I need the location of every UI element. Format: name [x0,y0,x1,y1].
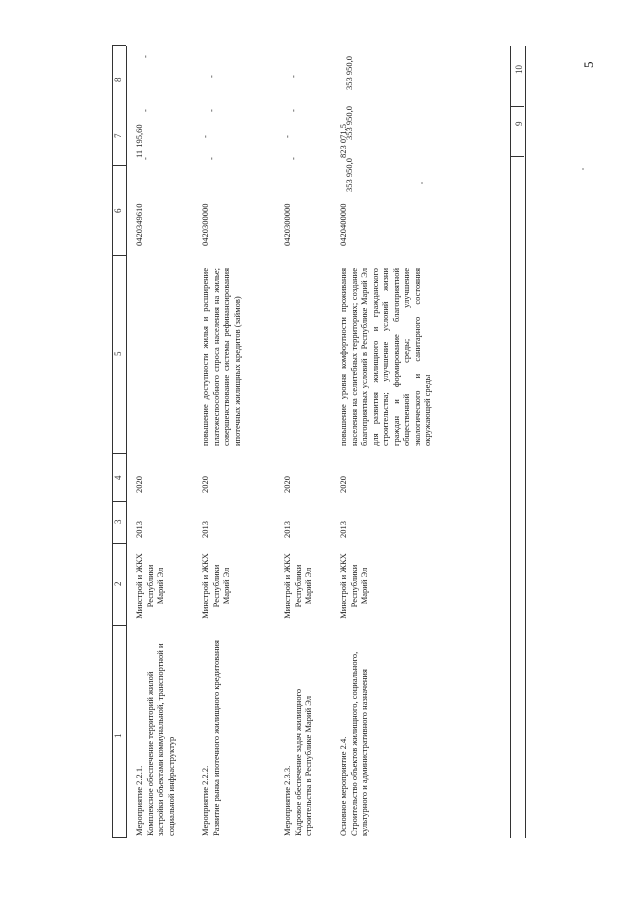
row-description: Развитие рынка ипотечного жилищного кредитования [210,640,221,836]
column-header-6: 6 [113,208,123,213]
column-header-5: 5 [113,351,123,356]
row-executor: Минстрой и ЖКХ Республики Марий Эл [338,553,369,619]
row-end: 2020 [338,476,348,493]
column-header-7: 7 [113,133,123,138]
row-code: 0420349610 [134,203,144,246]
row-start: 2013 [282,521,292,538]
row-code: 0420300000 [200,203,210,246]
row-value-10: 353 950,0 [344,56,354,90]
row-code: 0420300000 [282,203,292,246]
row-description: Кадровое обеспечение задач жилищного строительства в Республике Марий Эл [292,688,313,836]
row-title: Мероприятие 2.2.2. [200,765,210,836]
row-end: 2020 [134,476,144,493]
column-header-3: 3 [113,519,123,524]
row-value-9: - [288,109,298,112]
column-header-1: 1 [113,733,123,738]
row-value-9: - [206,109,216,112]
row-value-8: 353 950,0 [344,158,354,192]
row-end: 2020 [282,476,292,493]
row-value-10: - [140,55,150,58]
column-header-4: 4 [113,475,123,480]
row-description: Строительство объектов жилищного, социального, культурного и административного назначения [348,651,369,836]
row-value-8: - [140,157,150,160]
row-description: Комплексное обеспечение территорий жилой застройки объектами коммунальной, транспортной и социальной инфраструктур [144,643,176,836]
row-value-7: 823 071,5 [338,124,348,158]
row-start: 2013 [200,521,210,538]
row-value-7: 11 195,60 [134,124,144,158]
row-value-9: 353 950,0 [344,106,354,140]
column-header-8: 8 [113,77,123,82]
row-title: Основное мероприятие 2.4. [338,736,348,836]
page-number: 5 [581,61,596,68]
row-value-7: - [200,135,210,138]
row-code: 0420400000 [338,203,348,246]
row-value-8: - [206,157,216,160]
row-executor: Минстрой и ЖКХ Республики Марий Эл [200,553,231,619]
row-result: повышение уровня комфортности проживания населения на селитебных территориях; создание благоприятных условий в Республике Марий Эл для развития жилищного и гражданского строительства; улучшение условий жизни граждан и формирование благоприятной общественной среды; улучшение экологического и санитарного состояния окружающей среды [338,268,432,446]
row-value-7: - [282,135,292,138]
column-header-9: 9 [514,121,524,126]
column-header-10: 10 [514,65,524,74]
row-value-9: - [140,109,150,112]
row-start: 2013 [338,521,348,538]
row-executor: Минстрой и ЖКХ Республики Марий Эл [282,553,313,619]
table-right-columns [112,46,632,838]
row-end: 2020 [200,476,210,493]
row-value-8: - [288,157,298,160]
row-executor: Минстрой и ЖКХ Республики Марий Эл [134,553,165,619]
row-result: повышение доступности жилья и расширение платежеспособного спроса населения на жилье; совершенствование системы рефинансирования ипотечных жилищных кредитов (займов) [200,268,242,446]
row-value-10: - [288,75,298,78]
row-title: Мероприятие 2.3.3. [282,765,292,836]
row-value-10: - [206,75,216,78]
row-title: Мероприятие 2.2.1. [134,765,144,836]
row-start: 2013 [134,521,144,538]
column-header-2: 2 [113,581,123,586]
